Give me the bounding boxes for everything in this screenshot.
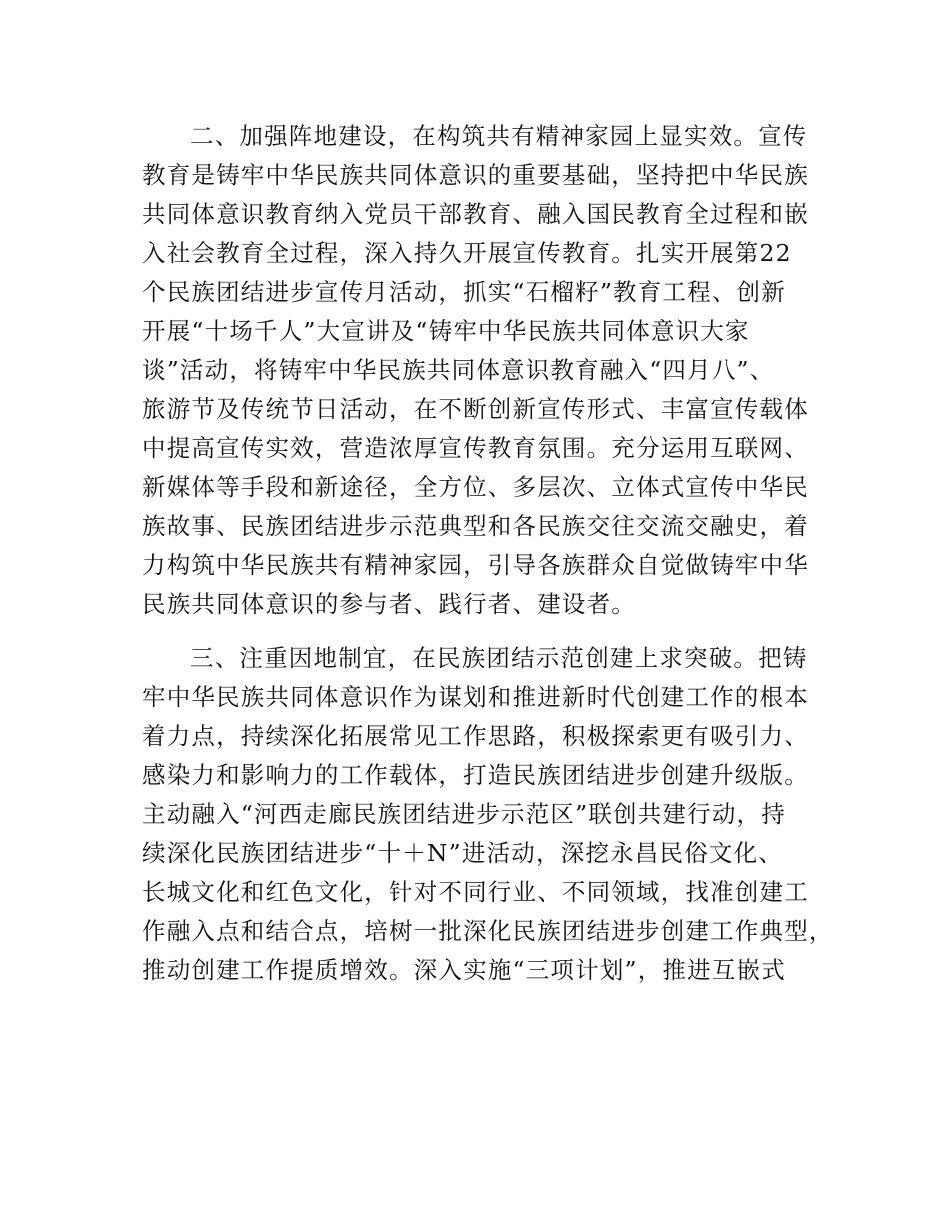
paragraph-line: 长城文化和红色文化，针对不同行业、不同领域，找准创建工: [142, 878, 809, 906]
paragraph-line: 新媒体等手段和新途径，全方位、多层次、立体式宣传中华民: [142, 473, 809, 501]
paragraph-line: 着力点，持续深化拓展常见工作思路，积极探索更有吸引力、: [142, 722, 809, 750]
paragraph-line: 中提高宣传实效，营造浓厚宣传教育氛围。充分运用互联网、: [142, 434, 809, 462]
paragraph-line: 教育是铸牢中华民族共同体意识的重要基础，坚持把中华民族: [142, 161, 809, 189]
paragraph-line: 三、注重因地制宜，在民族团结示范创建上求突破。把铸: [190, 644, 808, 672]
paragraph-line: 旅游节及传统节日活动，在不断创新宣传形式、丰富宣传载体: [142, 395, 809, 423]
paragraph-line: 牢中华民族共同体意识作为谋划和推进新时代创建工作的根本: [142, 683, 809, 711]
paragraph-line: 开展“十场千人”大宣讲及“铸牢中华民族共同体意识大家: [142, 317, 750, 345]
paragraph-line: 力构筑中华民族共有精神家园，引导各族群众自觉做铸牢中华: [142, 551, 809, 579]
paragraph-line: 推动创建工作提质增效。深入实施“三项计划”，推进互嵌式: [142, 956, 786, 984]
paragraph-line: 二、加强阵地建设，在构筑共有精神家园上显实效。宣传: [190, 122, 808, 150]
paragraph-line: 作融入点和结合点，培树一批深化民族团结进步创建工作典型，: [142, 917, 834, 945]
paragraph-line: 个民族团结进步宣传月活动，抓实“石榴籽”教育工程、创新: [142, 278, 786, 306]
paragraph-line: 共同体意识教育纳入党员干部教育、融入国民教育全过程和嵌: [142, 200, 809, 228]
paragraph-line: 族故事、民族团结进步示范典型和各民族交往交流交融史，着: [142, 512, 809, 540]
paragraph-line: 感染力和影响力的工作载体，打造民族团结进步创建升级版。: [142, 761, 809, 789]
paragraph-line: 民族共同体意识的参与者、践行者、建设者。: [142, 590, 636, 618]
paragraph-line: 谈”活动，将铸牢中华民族共同体意识教育融入“四月八”、: [142, 356, 775, 384]
paragraph-line: 入社会教育全过程，深入持久开展宣传教育。扎实开展第22: [142, 239, 792, 267]
paragraph-line: 续深化民族团结进步“十＋N”进活动，深挖永昌民俗文化、: [142, 839, 783, 867]
paragraph-line: 主动融入“河西走廊民族团结进步示范区”联创共建行动，持: [142, 800, 786, 828]
